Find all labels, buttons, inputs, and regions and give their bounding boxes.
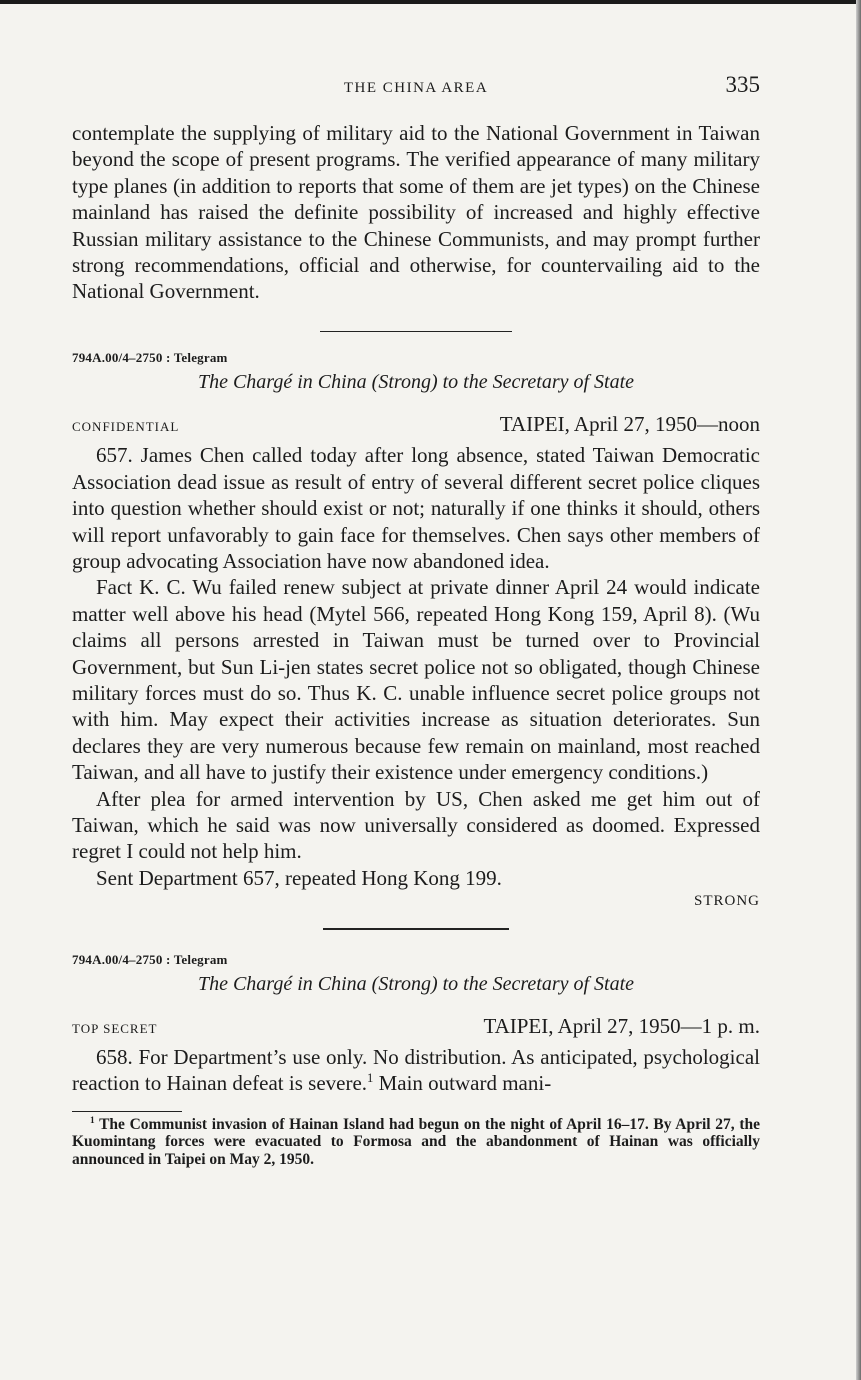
footnote-text: The Communist invasion of Hainan Island had begun on the night of April 16–17. By April 27, the Kuomintang forces were evacuated to Formosa and the abandonment of Hainan was officially announced in Taipei on May 2, 1950. xyxy=(72,1115,760,1168)
document-page xyxy=(72,66,760,1168)
file-reference: 794A.00/4–2750 : Telegram xyxy=(72,350,228,366)
dateline-row xyxy=(72,1014,760,1039)
telegram-paragraph: Fact K. C. Wu failed renew subject at private dinner April 24 would indicate matter well above his head (Mytel 566, repeated Hong Kong 159, April 8). (Wu claims all persons arrested in Taiwan must be turned over to Provincial Government, but Sun Li-jen states secret police not so obligated, though Chinese military forces must do so. Thus K. C. unable influence secret police groups not with him. May expect their activities increase as situation deteriorates. Sun declares they are very numerous because few remain on mainland, most reached Taiwan, and all have to justify their existence under emergency conditions.) xyxy=(72,575,760,785)
classification: TOP SECRET xyxy=(72,1020,158,1036)
telegram-paragraph: Sent Department 657, repeated Hong Kong 199. xyxy=(96,865,502,890)
top-border xyxy=(0,0,861,4)
footnote xyxy=(72,1116,760,1169)
footnote-rule xyxy=(72,1111,182,1112)
file-reference: 794A.00/4–2750 : Telegram xyxy=(72,951,228,967)
document-heading: The Chargé in China (Strong) to the Secretary of State xyxy=(197,972,635,995)
footnote-reference[interactable]: 1 xyxy=(367,1071,374,1086)
telegram-paragraph: After plea for armed intervention by US, Chen asked me get him out of Taiwan, which he said was now universally considered as doomed. Expressed regret I could not help him. xyxy=(72,786,760,864)
dateline: TAIPEI, April 27, 1950—1 p. m. xyxy=(483,1013,760,1038)
running-head-title: THE CHINA AREA xyxy=(343,80,489,96)
running-head xyxy=(72,66,760,106)
dateline-row xyxy=(72,412,760,437)
dateline: TAIPEI, April 27, 1950—noon xyxy=(499,412,760,437)
page-edge-shadow xyxy=(856,0,861,1380)
paragraph-text: 658. For Department’s use only. No distribution. As anticipated, psychological reaction to Hainan defeat is severe. xyxy=(72,1044,760,1096)
document-heading: The Chargé in China (Strong) to the Secretary of State xyxy=(197,371,635,394)
signature: STRONG xyxy=(693,893,760,910)
section-divider xyxy=(320,331,512,333)
intro-paragraph: contemplate the supplying of military aid to the National Government in Taiwan beyond the scope of present programs. The verified appearance of many military type planes (in addition to reports that some of them are jet types) on the Chinese mainland has raised the definite possibility of increased and highly effective Russian military assistance to the Chinese Communists, and may prompt further strong recommendations, official and otherwise, for countervailing aid to the National Government. xyxy=(72,121,760,304)
classification: CONFIDENTIAL xyxy=(72,419,180,435)
paragraph-tail: Main outward mani- xyxy=(373,1071,552,1096)
telegram-paragraph xyxy=(72,1044,760,1097)
page-number: 335 xyxy=(725,72,760,97)
footnote-marker: 1 xyxy=(90,1115,95,1126)
telegram-paragraph: 657. James Chen called today after long absence, stated Taiwan Democratic Association dead issue as result of entry of several different secret police cliques into question whether should exist or not; naturally if one thinks it should, others will report unfavorably to gain face for themselves. Chen says other members of group advocating Association have now abandoned idea. xyxy=(72,443,760,573)
section-divider xyxy=(323,928,509,930)
